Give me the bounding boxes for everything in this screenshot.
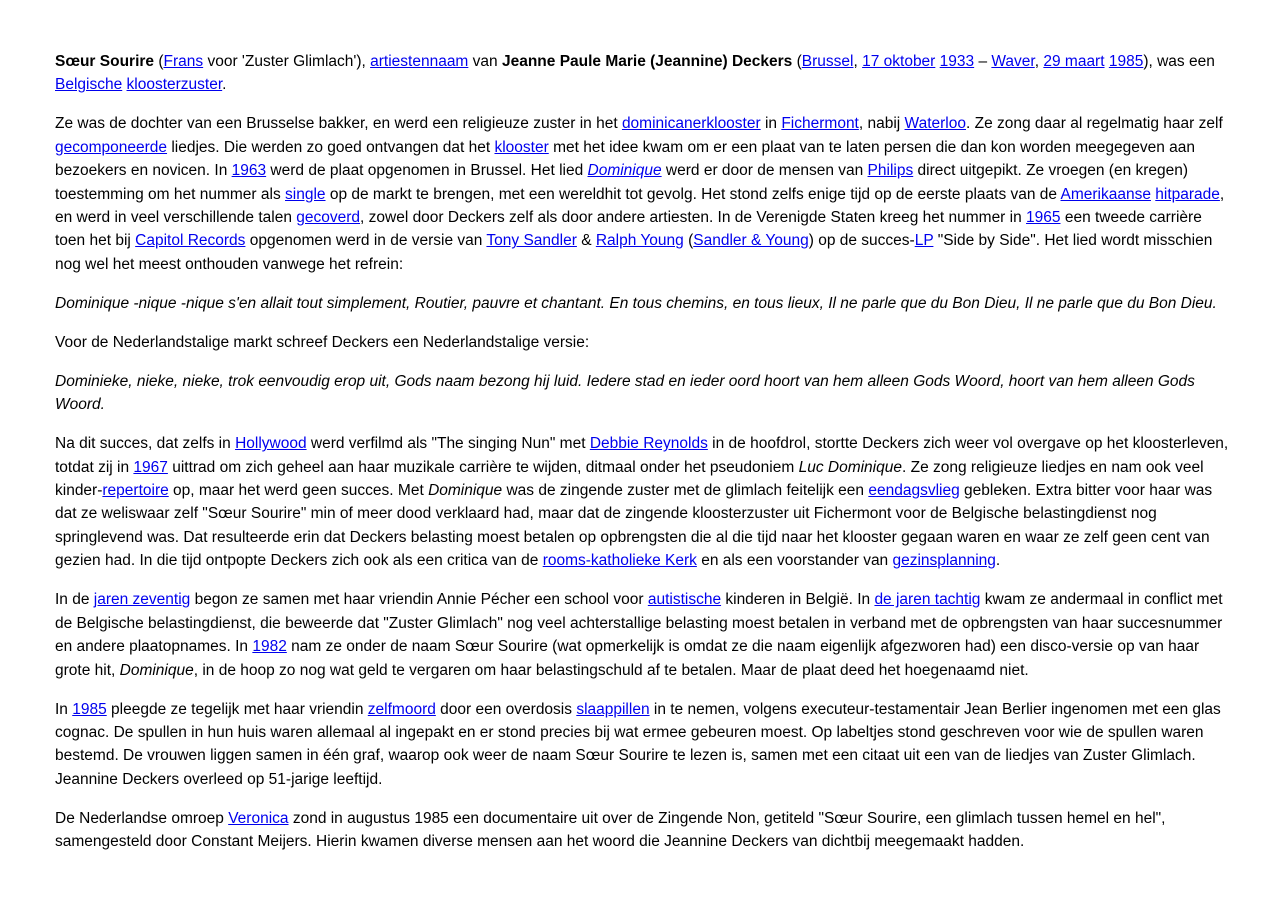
text-fragment: gebleken. Extra bitter voor haar was dat ze weliswaar zelf "Sœur Sourire" min of meer dood verklaard had, maar dat de zingende kloosterzuster uit Fichermont voor de Belgische belastingdienst nog springlevend was. Dat resulteerde erin dat Deckers belasting moest betalen op opbrengsten die al die tijd naar het klooster gegaan waren en waar ze zelf geen cent van gezien had. In die tijd ontpopte Deckers zich ook als een critica van de xyxy=(55,482,1213,570)
link-hollywood[interactable]: Hollywood xyxy=(235,435,307,453)
paragraph-dutch-version-intro xyxy=(55,331,1230,354)
text-fragment: Voor de Nederlandstalige markt schreef Deckers een Nederlandstalige versie: xyxy=(55,333,590,351)
text-fragment: direct uitgepikt. Ze vroegen (en kregen) toestemming om het nummer als xyxy=(55,162,1189,203)
link-1965[interactable]: 1965 xyxy=(1026,209,1061,227)
text-fragment: begon ze samen met haar vriendin Annie Pécher een school voor xyxy=(190,591,648,609)
text-fragment: , zowel door Deckers zelf als door andere artiesten. In de Verenigde Staten kreeg het nummer in xyxy=(360,209,1027,227)
link-1963[interactable]: 1963 xyxy=(231,162,267,180)
link-capitol-records[interactable]: Capitol Records xyxy=(135,232,246,250)
text-fragment: nam ze onder de naam Sœur Sourire (wat opmerkelijk is omdat ze die naam eigenlijk afgezworen had) een disco-versie op van haar grote hit, xyxy=(55,638,1200,679)
paragraph-later-career xyxy=(55,432,1230,572)
text-fragment: , in de hoop zo nog wat geld te vergaren om haar belastingschuld af te betalen. Maar de plaat deed het hoegenaamd niet. xyxy=(193,661,1029,679)
text-fragment: pleegde ze tegelijk met haar vriendin xyxy=(106,700,368,718)
link-1967[interactable]: 1967 xyxy=(133,458,168,476)
link-1933[interactable]: 1933 xyxy=(939,53,975,70)
text-fragment: , nabij xyxy=(858,115,905,133)
link-1985-death[interactable]: 1985 xyxy=(72,700,107,718)
link-gecoverd[interactable]: gecoverd xyxy=(296,209,361,227)
link-dominicanerklooster[interactable]: dominicanerklooster xyxy=(621,115,761,133)
pseudonym: Luc Dominique xyxy=(798,458,902,476)
text-fragment: opgenomen werd in de versie van xyxy=(245,232,487,250)
text-fragment: . Ze zong daar al regelmatig haar zelf xyxy=(966,115,1223,133)
link-29-maart[interactable]: 29 maart xyxy=(1043,53,1105,70)
link-waver[interactable]: Waver xyxy=(991,53,1035,70)
text-fragment: – xyxy=(974,53,992,70)
text-fragment: De Nederlandse omroep xyxy=(55,809,229,827)
text-fragment: ), was een xyxy=(1143,53,1215,70)
link-dominique[interactable]: Dominique xyxy=(587,162,662,180)
text-fragment: door een overdosis xyxy=(435,700,577,718)
text-fragment: in xyxy=(760,115,782,133)
text-fragment: in de hoofdrol, stortte Deckers zich weer vol overgave op het kloosterleven, totdat zij in xyxy=(55,435,1229,476)
text-fragment: ( xyxy=(792,53,802,70)
link-17-oktober[interactable]: 17 oktober xyxy=(862,53,936,70)
link-frans[interactable]: Frans xyxy=(163,53,204,70)
text-fragment: een tweede carrière toen het bij xyxy=(55,209,1202,250)
link-repertoire[interactable]: repertoire xyxy=(102,482,169,500)
text-fragment: . xyxy=(995,552,1001,570)
text-fragment: In xyxy=(55,700,73,718)
text-fragment: kwam ze andermaal in conflict met de Belgische belastingdienst, die beweerde dat "Zuster Glimlach" nog veel achterstallige belasting moest betalen in verband met de opbrengsten van haar succesnummer en andere plaatopnames. In xyxy=(55,591,1223,656)
full-name: Jeanne Paule Marie (Jeannine) Deckers xyxy=(501,53,793,70)
refrain-dutch: Dominieke, nieke, nieke, trok eenvoudig erop uit, Gods naam bezong hij luid. Iedere stad en ieder oord hoort van hem alleen Gods Woord, hoort van hem alleen Gods Woord. xyxy=(55,372,1195,414)
song-title: Dominique xyxy=(428,482,503,500)
text-fragment: Ze was de dochter van een Brusselse bakker, en werd een religieuze zuster in het xyxy=(55,115,622,133)
paragraph-documentary xyxy=(55,807,1230,854)
text-fragment: was de zingende zuster met de glimlach feitelijk een xyxy=(502,482,869,500)
link-brussel[interactable]: Brussel xyxy=(801,53,854,70)
link-amerikaanse[interactable]: Amerikaanse xyxy=(1060,185,1151,203)
link-fichermont[interactable]: Fichermont xyxy=(781,115,859,133)
text-fragment: , xyxy=(1034,53,1044,70)
article-subject: Sœur Sourire xyxy=(55,53,155,70)
link-belgische[interactable]: Belgische xyxy=(55,76,123,94)
text-fragment: uittrad om zich geheel aan haar muzikale carrière te wijden, ditmaal onder het pseudoniem xyxy=(167,458,799,476)
link-jaren-tachtig[interactable]: de jaren tachtig xyxy=(874,591,981,609)
link-debbie-reynolds[interactable]: Debbie Reynolds xyxy=(589,435,708,453)
text-fragment: & xyxy=(576,232,596,250)
link-1985[interactable]: 1985 xyxy=(1108,53,1144,70)
link-artiestennaam[interactable]: artiestennaam xyxy=(370,53,469,70)
text-fragment: en als een voorstander van xyxy=(696,552,893,570)
paragraph-intro xyxy=(55,50,1230,97)
link-autistische[interactable]: autistische xyxy=(647,591,722,609)
text-fragment: in te nemen, volgens executeur-testamentair Jean Berlier ingenomen met een glas cognac. De spullen in hun huis waren allemaal al ingepakt en er stond precies bij wat ermee gebeuren moest. Op labeltjes stond geschreven voor wie de spullen waren bestemd. De vrouwen liggen samen in één graf, waarop ook weer de naam Sœur Sourire te lezen is, samen met een citaat uit een van de liedjes van Zuster Glimlach. Jeannine Deckers overleed op 51-jarige leeftijd. xyxy=(55,700,1221,788)
text-fragment: zond in augustus 1985 een documentaire uit over de Zingende Non, getiteld "Sœur Sourire, een glimlach tussen hemel en hel", samengesteld door Constant Meijers. Hierin kwamen diverse mensen aan het woord die Jeannine Deckers van dichtbij meegemaakt hadden. xyxy=(55,809,1166,851)
link-gecomponeerde[interactable]: gecomponeerde xyxy=(55,138,168,156)
text-fragment: werd verfilmd als "The singing Nun" met xyxy=(306,435,590,453)
text-fragment: kinderen in België. In xyxy=(721,591,875,609)
link-rooms-katholieke-kerk[interactable]: rooms-katholieke Kerk xyxy=(542,552,697,570)
refrain-french: Dominique -nique -nique s'en allait tout simplement, Routier, pauvre et chantant. En tous chemins, en tous lieux, Il ne parle que du Bon Dieu, Il ne parle que du Bon Dieu. xyxy=(55,294,1217,312)
text-fragment: Na dit succes, dat zelfs in xyxy=(55,435,236,453)
text-fragment: ( xyxy=(154,53,164,70)
paragraph-early-life xyxy=(55,112,1230,276)
text-fragment: , en werd in veel verschillende talen xyxy=(55,185,1225,227)
text-fragment: , xyxy=(853,53,863,70)
link-ralph-young[interactable]: Ralph Young xyxy=(595,232,684,250)
text-fragment: liedjes. Die werden zo goed ontvangen dat het xyxy=(167,138,495,156)
link-gezinsplanning[interactable]: gezinsplanning xyxy=(892,552,996,570)
link-hitparade[interactable]: hitparade xyxy=(1155,185,1220,203)
link-sandler-young[interactable]: Sandler & Young xyxy=(693,232,809,250)
link-tony-sandler[interactable]: Tony Sandler xyxy=(486,232,577,250)
song-title: Dominique xyxy=(119,661,194,679)
link-1982[interactable]: 1982 xyxy=(252,638,287,656)
link-single[interactable]: single xyxy=(285,185,326,203)
text-fragment: voor 'Zuster Glimlach'), xyxy=(203,53,371,70)
paragraph-death xyxy=(55,698,1230,792)
text-fragment: met het idee kwam om er een plaat van te laten persen die dan kon worden meegegeven aan bezoekers en novicen. In xyxy=(55,138,1196,180)
text-fragment: op de markt te brengen, met een wereldhit tot gevolg. Het stond zelfs enige tijd op de eerste plaats van de xyxy=(325,185,1061,203)
paragraph-refrain-french xyxy=(55,292,1230,315)
link-philips[interactable]: Philips xyxy=(867,162,914,180)
link-waterloo[interactable]: Waterloo xyxy=(904,115,966,133)
link-eendagsvlieg[interactable]: eendagsvlieg xyxy=(868,482,960,500)
text-fragment: "Side by Side". Het lied wordt misschien nog wel het meest onthouden vanwege het refrein: xyxy=(55,232,1213,273)
article-body xyxy=(55,50,1230,869)
text-fragment: werd de plaat opgenomen in Brussel. Het lied xyxy=(266,162,588,180)
text-fragment: op, maar het werd geen succes. Met xyxy=(168,482,429,500)
text-fragment: . xyxy=(222,76,227,94)
text-fragment: van xyxy=(468,53,502,70)
link-jaren-zeventig[interactable]: jaren zeventig xyxy=(93,591,191,609)
link-slaappillen[interactable]: slaappillen xyxy=(576,700,650,718)
text-fragment: ) op de succes- xyxy=(808,232,915,250)
paragraph-seventies-eighties xyxy=(55,588,1230,682)
link-veronica[interactable]: Veronica xyxy=(228,809,289,827)
text-fragment: ( xyxy=(683,232,694,250)
link-zelfmoord[interactable]: zelfmoord xyxy=(367,700,436,718)
text-fragment: werd er door de mensen van xyxy=(661,162,868,180)
paragraph-refrain-dutch xyxy=(55,370,1230,417)
text-fragment: In de xyxy=(55,591,94,609)
link-kloosterzuster[interactable]: kloosterzuster xyxy=(126,76,223,94)
text-fragment: . Ze zong religieuze liedjes en nam ook veel kinder- xyxy=(55,458,1204,500)
link-lp[interactable]: LP xyxy=(914,232,934,250)
link-klooster[interactable]: klooster xyxy=(494,138,549,156)
